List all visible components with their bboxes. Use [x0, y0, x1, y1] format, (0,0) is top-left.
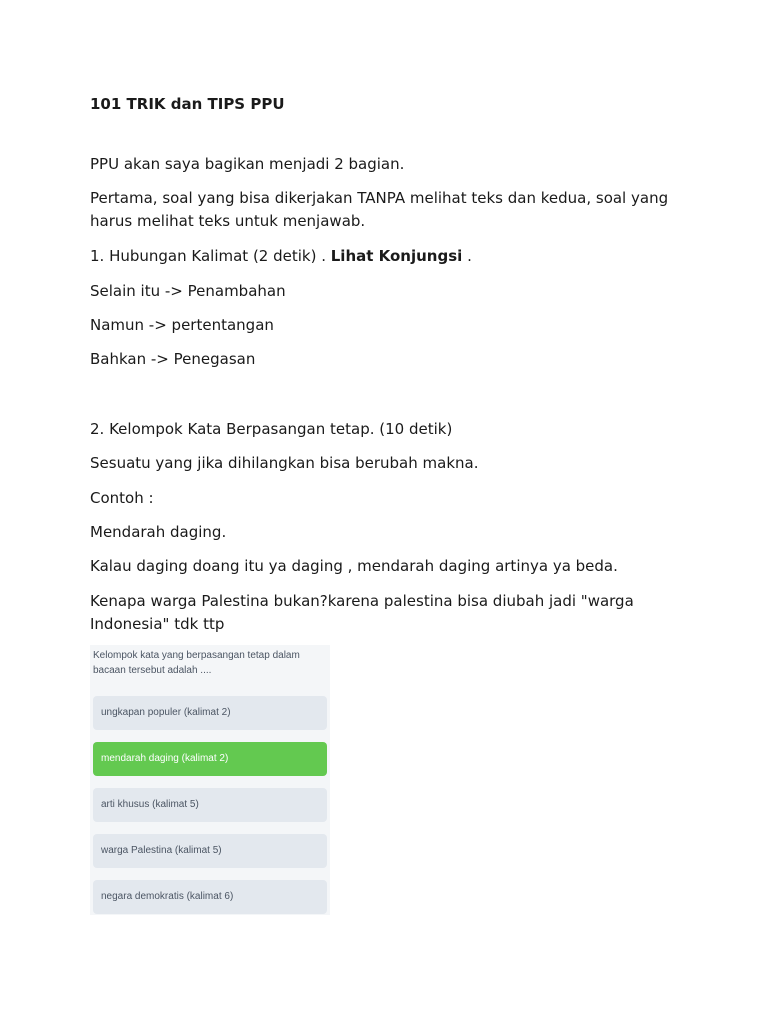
hubungan-kalimat-end: .: [462, 247, 472, 265]
quiz-option: ungkapan populer (kalimat 2): [93, 696, 327, 730]
paragraph-bahkan: Bahkan -> Penegasan: [90, 350, 256, 368]
paragraph-mendarah-daging: Mendarah daging.: [90, 523, 227, 541]
paragraph-namun: Namun -> pertentangan: [90, 316, 274, 334]
paragraph-selain-itu: Selain itu -> Penambahan: [90, 282, 286, 300]
hubungan-kalimat-text: 1. Hubungan Kalimat (2 detik) .: [90, 247, 331, 265]
quiz-screenshot: [90, 645, 330, 915]
paragraph-sesuatu: Sesuatu yang jika dihilangkan bisa berubah makna.: [90, 454, 479, 472]
quiz-option: negara demokratis (kalimat 6): [93, 880, 327, 914]
document-title: 101 TRIK dan TIPS PPU: [90, 95, 285, 113]
paragraph-kenapa: Kenapa warga Palestina bukan?karena palestina bisa diubah jadi "warga Indonesia" tdk ttp: [90, 592, 634, 633]
paragraph-contoh: Contoh :: [90, 489, 154, 507]
quiz-option: warga Palestina (kalimat 5): [93, 834, 327, 868]
quiz-option-selected: mendarah daging (kalimat 2): [93, 742, 327, 776]
paragraph-kalau-daging: Kalau daging doang itu ya daging , mendarah daging artinya ya beda.: [90, 557, 618, 575]
paragraph-parts: Pertama, soal yang bisa dikerjakan TANPA melihat teks dan kedua, soal yang harus melihat teks untuk menjawab.: [90, 189, 669, 230]
quiz-question: Kelompok kata yang berpasangan tetap dalam bacaan tersebut adalah ....: [93, 650, 300, 676]
paragraph-intro: PPU akan saya bagikan menjadi 2 bagian.: [90, 155, 405, 173]
paragraph-kelompok-kata: 2. Kelompok Kata Berpasangan tetap. (10 detik): [90, 420, 453, 438]
hubungan-kalimat-bold: Lihat Konjungsi: [330, 247, 463, 265]
quiz-option: arti khusus (kalimat 5): [93, 788, 327, 822]
paragraph-hubungan-kalimat: [90, 245, 690, 268]
